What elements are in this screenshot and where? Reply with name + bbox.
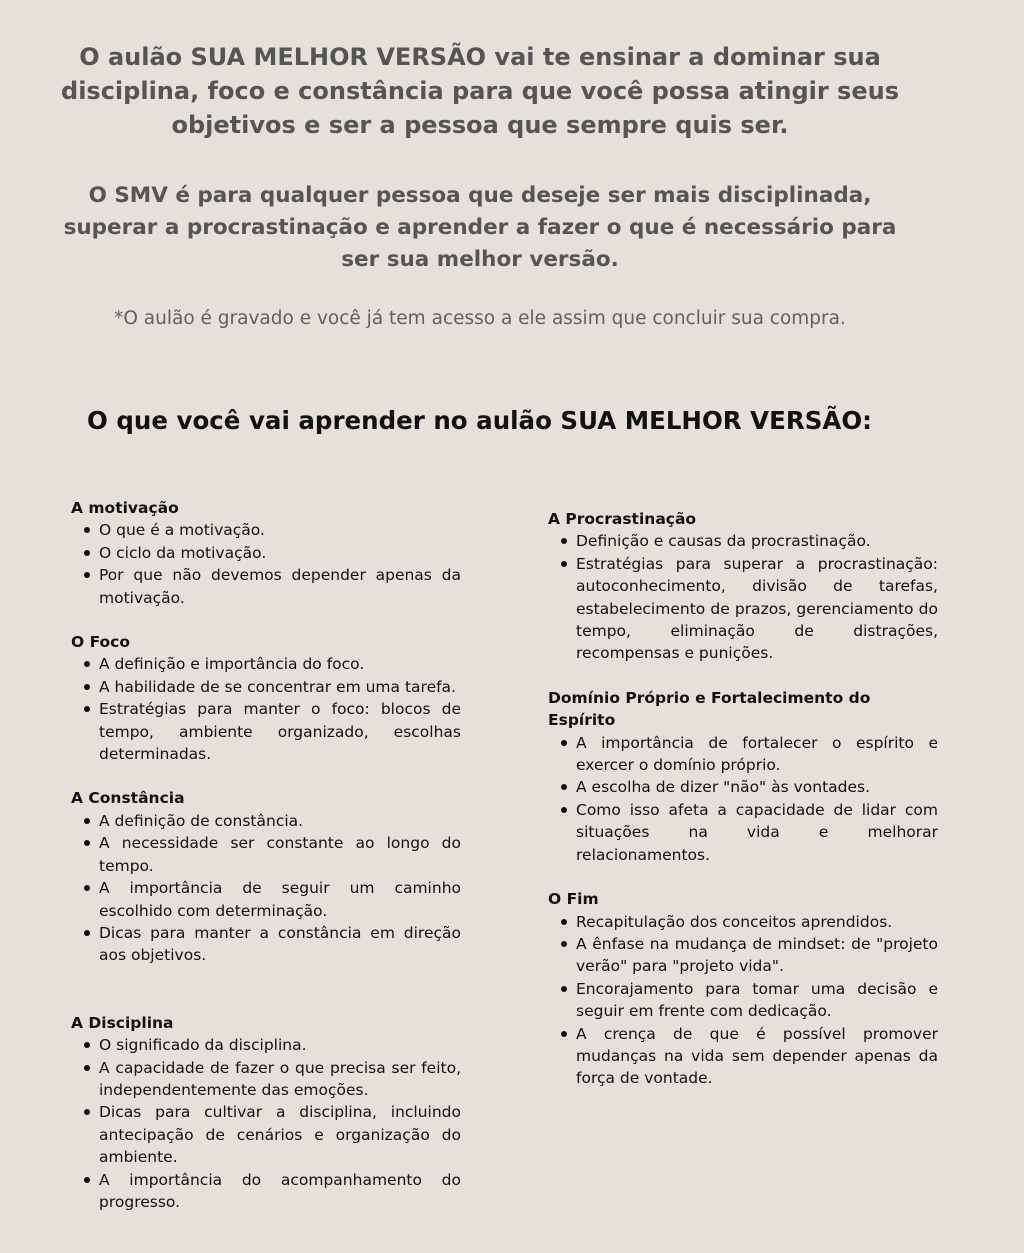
intro-section [60,40,900,332]
topic-disciplina [71,1012,461,1214]
intro-note: *O aulão é gravado e você já tem acesso a ele assim que concluir sua compra. [114,308,846,329]
topic-title: O Fim [548,890,599,909]
list-item: O que é a motivação. [99,519,461,541]
topic-title: A motivação [71,499,179,517]
topic-foco [71,631,461,765]
topic-fim [548,888,938,1090]
right-column [548,508,938,1090]
topic-list [71,653,461,765]
list-item: A definição de constância. [99,810,461,832]
topic-title: Domínio Próprio e Fortalecimento do Espírito [548,688,871,730]
topic-list [71,810,461,967]
topic-constancia [71,787,461,966]
list-item: A capacidade de fazer o que precisa ser feito, independentemente das emoções. [99,1057,461,1102]
section-title: O que você vai aprender no aulão SUA MELHOR VERSÃO: [87,406,872,435]
topic-list [548,530,938,664]
intro-lead: O aulão SUA MELHOR VERSÃO vai te ensinar a dominar sua disciplina, foco e constância para que você possa atingir seus objetivos e ser a pessoa que sempre quis ser. [61,43,899,139]
list-item: A habilidade de se concentrar em uma tarefa. [99,676,461,698]
list-item: A crença de que é possível promover mudanças na vida sem depender apenas da força de vontade. [576,1023,938,1090]
topic-list [548,911,938,1090]
topic-title: A Procrastinação [548,510,697,528]
topic-procrastinacao [548,508,938,665]
list-item: O ciclo da motivação. [99,542,461,564]
topic-dominio-proprio [548,687,938,866]
list-item: A necessidade ser constante ao longo do tempo. [99,832,461,877]
list-item: Dicas para manter a constância em direção aos objetivos. [99,922,461,967]
list-item: Estratégias para manter o foco: blocos de tempo, ambiente organizado, escolhas determinadas. [99,698,461,765]
intro-audience: O SMV é para qualquer pessoa que deseje ser mais disciplinada, superar a procrastinação e aprender a fazer o que é necessário para ser sua melhor versão. [63,183,897,272]
list-item: Definição e causas da procrastinação. [576,530,938,552]
list-item: A escolha de dizer "não" às vontades. [576,776,938,798]
topic-title: A Disciplina [71,1013,174,1032]
list-item: Encorajamento para tomar uma decisão e seguir em frente com dedicação. [576,978,938,1023]
topic-list [71,1034,461,1213]
topic-list [71,519,461,609]
list-item: Recapitulação dos conceitos aprendidos. [576,911,938,933]
list-item: A ênfase na mudança de mindset: de "projeto verão" para "projeto vida". [576,933,938,978]
list-item: Dicas para cultivar a disciplina, incluindo antecipação de cenários e organização do ambiente. [99,1101,461,1168]
list-item: A importância do acompanhamento do progresso. [99,1169,461,1214]
list-item: Como isso afeta a capacidade de lidar com situações na vida e melhorar relacionamentos. [576,799,938,866]
topic-title: A Constância [71,789,185,808]
topic-motivacao [71,497,461,609]
list-item: Estratégias para superar a procrastinação: autoconhecimento, divisão de tarefas, estabelecimento de prazos, gerenciamento do tempo, eliminação de distrações, recompensas e punições. [576,553,938,665]
left-column [71,497,461,1213]
list-item: Por que não devemos depender apenas da motivação. [99,564,461,609]
topic-list [548,732,938,866]
list-item: A importância de fortalecer o espírito e exercer o domínio próprio. [576,732,938,777]
topic-title: O Foco [71,633,131,652]
list-item: A importância de seguir um caminho escolhido com determinação. [99,877,461,922]
list-item: O significado da disciplina. [99,1034,461,1056]
list-item: A definição e importância do foco. [99,653,461,675]
